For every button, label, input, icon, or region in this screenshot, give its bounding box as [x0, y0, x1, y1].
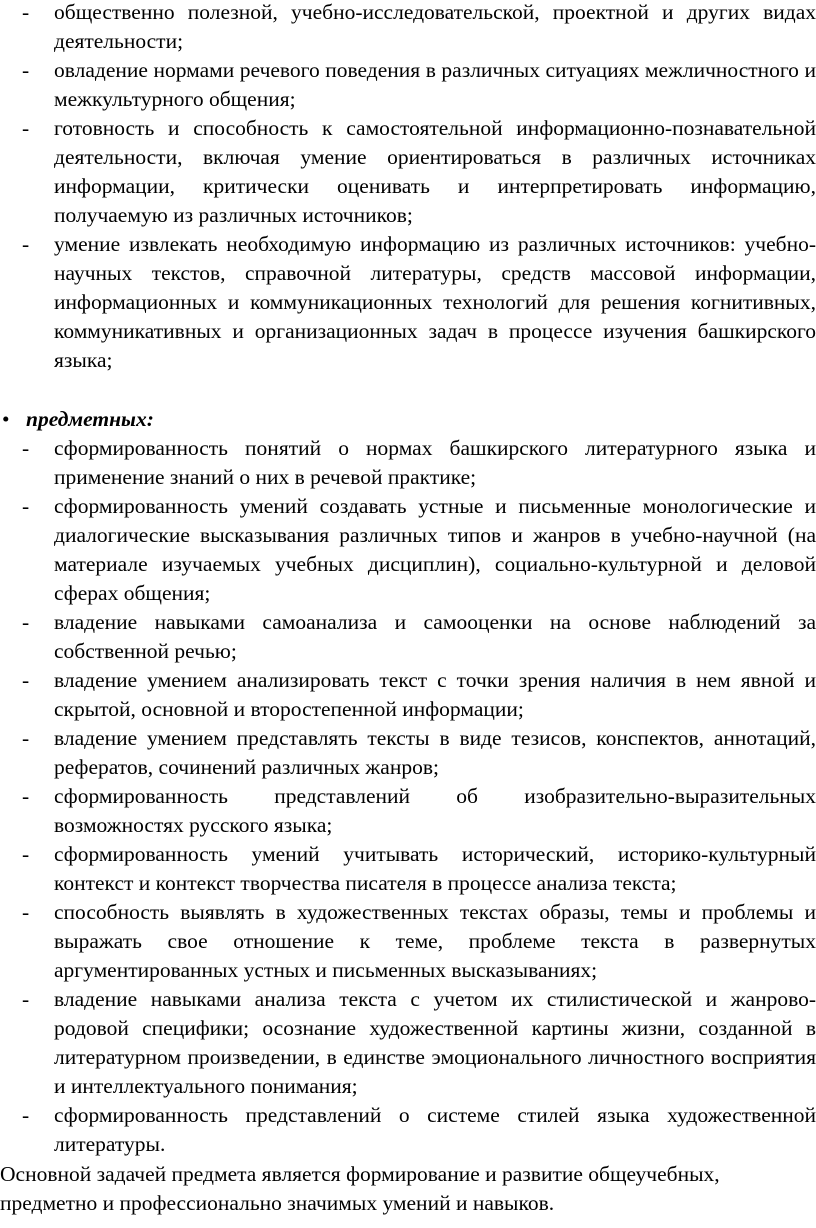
- dash-marker: -: [22, 842, 30, 866]
- closing-paragraph: Основной задачей предмета является формирование и развитие общеучебных, предметно и профессионально значимых умений и навыков.: [0, 1162, 720, 1215]
- dash-marker: -: [22, 436, 30, 460]
- list-item-text: сформированность представлений о системе стилей языка художественной литературы.: [54, 1103, 816, 1156]
- list-item-text: общественно полезной, учебно-исследовательской, проектной и других видах деятельности;: [54, 0, 816, 53]
- list-item: [0, 114, 816, 230]
- list-item: [0, 782, 816, 840]
- section-heading: [0, 405, 816, 434]
- list-item-text: владение умением анализировать текст с точки зрения наличия в нем явной и скрытой, основной и второстепенной информации;: [54, 668, 816, 721]
- dash-marker: -: [22, 0, 30, 24]
- list-item-text: овладение нормами речевого поведения в различных ситуациях межличностного и межкультурного общения;: [54, 58, 816, 111]
- list-item-text: умение извлекать необходимую информацию из различных источников: учебно-научных текстов, справочной литературы, средств массовой информации, информационных и коммуникационных технологий для решения когнитивных, коммуникативных и организационных задач в процессе изучения башкирского языка;: [54, 232, 816, 372]
- list-item-text: способность выявлять в художественных текстах образы, темы и проблемы и выражать свое отношение к теме, проблеме текста в развернутых аргументированных устных и письменных высказываниях;: [54, 900, 816, 982]
- list-item: [0, 608, 816, 666]
- section-heading-text: предметных:: [26, 407, 154, 431]
- list-item: [0, 434, 816, 492]
- dash-marker: -: [22, 58, 30, 82]
- list-item-text: владение умением представлять тексты в виде тезисов, конспектов, аннотаций, рефератов, сочинений различных жанров;: [54, 726, 816, 779]
- dash-marker: -: [22, 232, 30, 256]
- list-item-text: готовность и способность к самостоятельной информационно-познавательной деятельности, включая умение ориентироваться в различных источниках информации, критически оценивать и интерпретировать информацию, получаемую из различных источников;: [54, 116, 816, 227]
- list-item-text: владение навыками самоанализа и самооценки на основе наблюдений за собственной речью;: [54, 610, 816, 663]
- list-item: [0, 666, 816, 724]
- list-item: [0, 898, 816, 985]
- list-item: [0, 56, 816, 114]
- list-item: [0, 230, 816, 375]
- dash-marker: -: [22, 1103, 30, 1127]
- list-item: [0, 1101, 816, 1159]
- dash-marker: -: [22, 900, 30, 924]
- list-item-text: сформированность представлений об изобразительно-выразительных возможностях русского языка;: [54, 784, 816, 837]
- dash-marker: -: [22, 784, 30, 808]
- spacer: [0, 375, 816, 405]
- list-item-text: сформированность умений учитывать исторический, историко-культурный контекст и контекст творчества писателя в процессе анализа текста;: [54, 842, 816, 895]
- list-item-text: сформированность понятий о нормах башкирского литературного языка и применение знаний о них в речевой практике;: [54, 436, 816, 489]
- list-item-text: сформированность умений создавать устные и письменные монологические и диалогические высказывания различных типов и жанров в учебно-научной (на материале изучаемых учебных дисциплин), социально-культурной и деловой сферах общения;: [54, 494, 816, 605]
- dash-marker: -: [22, 987, 30, 1011]
- list-item: [0, 724, 816, 782]
- dash-marker: -: [22, 668, 30, 692]
- list-item: [0, 0, 816, 56]
- dash-marker: -: [22, 116, 30, 140]
- list-item-text: владение навыками анализа текста с учетом их стилистической и жанрово-родовой специфики; осознание художественной картины жизни, созданной в литературном произведении, в единстве эмоционального личностного восприятия и интеллектуального понимания;: [54, 987, 816, 1098]
- list-item: [0, 492, 816, 608]
- bullet-dot-icon: •: [2, 407, 10, 431]
- dash-marker: -: [22, 494, 30, 518]
- list-a: [0, 0, 816, 375]
- list-b: [0, 434, 816, 1159]
- dash-marker: -: [22, 726, 30, 750]
- dash-marker: -: [22, 610, 30, 634]
- list-item: [0, 840, 816, 898]
- list-item: [0, 985, 816, 1101]
